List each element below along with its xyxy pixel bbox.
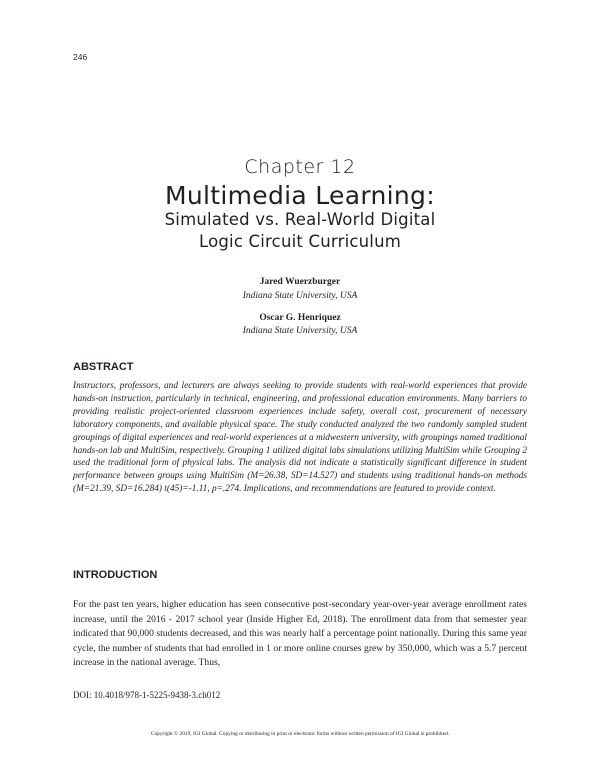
- copyright-notice: Copyright © 2019, IGI Global. Copying or distributing in print or electronic forms without written permission of IGI Global is prohibited.: [150, 731, 450, 737]
- chapter-label: Chapter 12: [244, 156, 356, 178]
- chapter-subtitle: [0, 209, 600, 253]
- abstract-heading: ABSTRACT: [73, 361, 134, 373]
- subtitle-line-2: Logic Circuit Curriculum: [198, 232, 401, 251]
- author-affiliation: Indiana State University, USA: [242, 291, 358, 301]
- subtitle-line-1: Simulated vs. Real-World Digital: [164, 210, 436, 229]
- page-number: 246: [73, 52, 88, 62]
- author-name: Oscar G. Henriquez: [259, 313, 341, 323]
- abstract-text: Instructors, professors, and lecturers are always seeking to provide students with real-world experiences that provide hands-on instruction, particularly in technical, engineering, and professional education environments. Many barriers to providing realistic project-oriented classroom experiences include safety, overall cost, procurement of necessary laboratory components, and available physical space. The study conducted analyzed the two randomly sampled student groupings of digital experiences and real-world experiences at a midwestern university, with groupings named traditional hands-on lab and MultiSim, respectively. Grouping 1 utilized digital labs simulations utilizing MultiSim while Grouping 2 used the traditional form of physical labs. The analysis did not indicate a statistically significant difference in student performance between groups using MultiSim (M=26.38, SD=14.527) and students using traditional hands-on methods (M=21.39, SD=16.284) t(45)=-1.11, p=.274. Implications, and recommendations are featured to provide context.: [73, 381, 527, 495]
- author-name: Jared Wuerzburger: [259, 277, 341, 287]
- introduction-heading: INTRODUCTION: [73, 569, 158, 581]
- doi: DOI: 10.4018/978-1-5225-9438-3.ch012: [73, 690, 221, 700]
- author-affiliation: Indiana State University, USA: [242, 326, 358, 336]
- introduction-text: For the past ten years, higher education has seen consecutive post-secondary year-over-year average enrollment rates increase, until the 2016 - 2017 school year (Inside Higher Ed, 2018). The enrollment data from that semester year indicated that 90,000 students decreased, and this was nearly half a percentage point nationally. During this same year cycle, the number of students that had enrolled in 1 or more online courses grew by 350,000, which was a 5.7 percent increase in the national average. Thus,: [73, 599, 527, 668]
- chapter-title: Multimedia Learning:: [165, 181, 435, 210]
